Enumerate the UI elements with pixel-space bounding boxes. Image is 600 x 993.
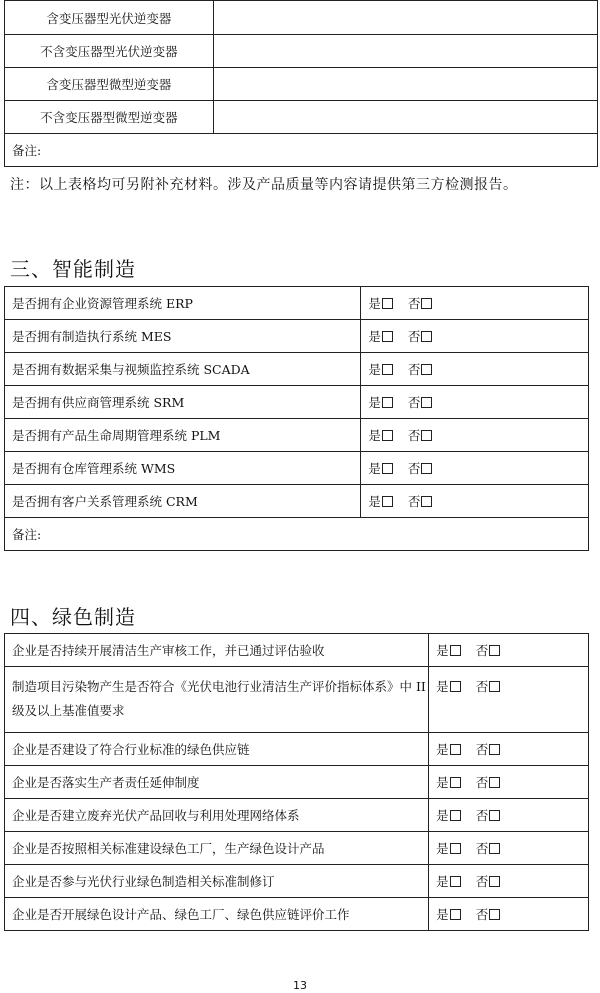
yes-checkbox[interactable] bbox=[450, 777, 461, 788]
option-yes-label: 是 bbox=[436, 775, 449, 790]
option-no-label: 否 bbox=[407, 461, 421, 476]
yes-checkbox[interactable] bbox=[450, 909, 461, 920]
no-checkbox[interactable] bbox=[421, 331, 432, 342]
yes-checkbox[interactable] bbox=[382, 298, 393, 309]
yes-no-options bbox=[361, 386, 589, 419]
question-cell: 企业是否按照相关标准建设绿色工厂，生产绿色设计产品 bbox=[5, 832, 429, 865]
question-cell: 制造项目污染物产生是否符合《光伏电池行业清洁生产评价指标体系》中 II 级及以上基准值要求 bbox=[5, 667, 429, 733]
inverter-type-cell: 不含变压器型微型逆变器 bbox=[5, 101, 214, 134]
no-checkbox[interactable] bbox=[421, 430, 432, 441]
question-cell: 是否拥有供应商管理系统 SRM bbox=[5, 386, 361, 419]
question-cell: 是否拥有制造执行系统 MES bbox=[5, 320, 361, 353]
question-cell: 企业是否建设了符合行业标准的绿色供应链 bbox=[5, 733, 429, 766]
inverter-value-cell[interactable] bbox=[213, 1, 597, 35]
option-yes-label: 是 bbox=[368, 329, 381, 344]
yes-checkbox[interactable] bbox=[382, 496, 393, 507]
no-checkbox[interactable] bbox=[421, 364, 432, 375]
yes-no-options bbox=[361, 452, 589, 485]
question-cell: 企业是否持续开展清洁生产审核工作，并已通过评估验收 bbox=[5, 634, 429, 667]
option-yes-label: 是 bbox=[368, 494, 381, 509]
option-yes-label: 是 bbox=[436, 808, 449, 823]
question-cell: 企业是否落实生产者责任延伸制度 bbox=[5, 766, 429, 799]
no-checkbox[interactable] bbox=[489, 645, 500, 656]
table-row bbox=[5, 320, 589, 353]
option-no-label: 否 bbox=[475, 742, 489, 757]
no-checkbox[interactable] bbox=[421, 397, 432, 408]
table-row bbox=[5, 287, 589, 320]
smart-manufacturing-table bbox=[4, 286, 589, 551]
option-no-label: 否 bbox=[407, 329, 421, 344]
option-yes-label: 是 bbox=[368, 296, 381, 311]
option-no-label: 否 bbox=[407, 362, 421, 377]
option-no-label: 否 bbox=[407, 296, 421, 311]
no-checkbox[interactable] bbox=[489, 777, 500, 788]
table-row bbox=[5, 634, 589, 667]
yes-no-options bbox=[429, 634, 589, 667]
option-yes-label: 是 bbox=[436, 841, 449, 856]
yes-no-options bbox=[361, 320, 589, 353]
yes-no-options bbox=[429, 766, 589, 799]
inverter-value-cell[interactable] bbox=[213, 35, 597, 68]
question-cell: 是否拥有企业资源管理系统 ERP bbox=[5, 287, 361, 320]
option-no-label: 否 bbox=[407, 395, 421, 410]
option-no-label: 否 bbox=[475, 775, 489, 790]
table-row bbox=[5, 485, 589, 518]
inverter-type-cell: 含变压器型微型逆变器 bbox=[5, 68, 214, 101]
yes-checkbox[interactable] bbox=[382, 430, 393, 441]
table-row bbox=[5, 353, 589, 386]
no-checkbox[interactable] bbox=[421, 298, 432, 309]
option-yes-label: 是 bbox=[436, 874, 449, 889]
question-cell: 是否拥有仓库管理系统 WMS bbox=[5, 452, 361, 485]
option-yes-label: 是 bbox=[368, 395, 381, 410]
table-row bbox=[5, 733, 589, 766]
option-no-label: 否 bbox=[475, 874, 489, 889]
inverter-value-cell[interactable] bbox=[213, 101, 597, 134]
no-checkbox[interactable] bbox=[489, 810, 500, 821]
question-cell: 是否拥有数据采集与视频监控系统 SCADA bbox=[5, 353, 361, 386]
no-checkbox[interactable] bbox=[489, 681, 500, 692]
yes-no-options bbox=[429, 865, 589, 898]
inverter-type-cell: 含变压器型光伏逆变器 bbox=[5, 1, 214, 35]
option-no-label: 否 bbox=[475, 808, 489, 823]
option-yes-label: 是 bbox=[368, 362, 381, 377]
no-checkbox[interactable] bbox=[489, 909, 500, 920]
yes-checkbox[interactable] bbox=[382, 463, 393, 474]
inverter-type-cell: 不含变压器型光伏逆变器 bbox=[5, 35, 214, 68]
section-title-green-manufacturing: 四、绿色制造 bbox=[10, 605, 136, 629]
option-no-label: 否 bbox=[407, 494, 421, 509]
remark-cell[interactable]: 备注: bbox=[5, 518, 589, 551]
yes-no-options bbox=[429, 832, 589, 865]
option-yes-label: 是 bbox=[436, 643, 449, 658]
section-title-smart-manufacturing: 三、智能制造 bbox=[10, 257, 136, 281]
yes-checkbox[interactable] bbox=[382, 364, 393, 375]
option-no-label: 否 bbox=[407, 428, 421, 443]
yes-no-options bbox=[429, 667, 589, 733]
no-checkbox[interactable] bbox=[421, 463, 432, 474]
option-yes-label: 是 bbox=[436, 907, 449, 922]
table-row bbox=[5, 452, 589, 485]
yes-checkbox[interactable] bbox=[450, 843, 461, 854]
yes-no-options bbox=[361, 353, 589, 386]
option-yes-label: 是 bbox=[368, 428, 381, 443]
table-row bbox=[5, 386, 589, 419]
no-checkbox[interactable] bbox=[489, 876, 500, 887]
remark-cell[interactable]: 备注: bbox=[5, 134, 598, 167]
yes-no-options bbox=[429, 898, 589, 931]
table-row bbox=[5, 766, 589, 799]
question-cell: 企业是否建立废弃光伏产品回收与利用处理网络体系 bbox=[5, 799, 429, 832]
yes-checkbox[interactable] bbox=[450, 681, 461, 692]
table-row bbox=[5, 799, 589, 832]
question-cell: 企业是否开展绿色设计产品、绿色工厂、绿色供应链评价工作 bbox=[5, 898, 429, 931]
no-checkbox[interactable] bbox=[421, 496, 432, 507]
page-number: 13 bbox=[293, 979, 307, 992]
yes-no-options bbox=[361, 287, 589, 320]
yes-checkbox[interactable] bbox=[450, 810, 461, 821]
yes-no-options bbox=[361, 419, 589, 452]
option-yes-label: 是 bbox=[436, 679, 449, 694]
option-no-label: 否 bbox=[475, 643, 489, 658]
option-no-label: 否 bbox=[475, 679, 489, 694]
table-row bbox=[5, 865, 589, 898]
option-yes-label: 是 bbox=[436, 742, 449, 757]
option-no-label: 否 bbox=[475, 907, 489, 922]
table-row bbox=[5, 898, 589, 931]
yes-checkbox[interactable] bbox=[382, 397, 393, 408]
yes-no-options bbox=[429, 733, 589, 766]
yes-no-options bbox=[429, 799, 589, 832]
note-text: 注：以上表格均可另附补充材料。涉及产品质量等内容请提供第三方检测报告。 bbox=[10, 177, 518, 193]
no-checkbox[interactable] bbox=[489, 843, 500, 854]
table-row bbox=[5, 419, 589, 452]
yes-no-options bbox=[361, 485, 589, 518]
yes-checkbox[interactable] bbox=[450, 744, 461, 755]
question-cell: 是否拥有产品生命周期管理系统 PLM bbox=[5, 419, 361, 452]
table-row bbox=[5, 667, 589, 733]
yes-checkbox[interactable] bbox=[450, 645, 461, 656]
no-checkbox[interactable] bbox=[489, 744, 500, 755]
green-manufacturing-table bbox=[4, 633, 589, 931]
question-cell: 是否拥有客户关系管理系统 CRM bbox=[5, 485, 361, 518]
yes-checkbox[interactable] bbox=[450, 876, 461, 887]
inverter-value-cell[interactable] bbox=[213, 68, 597, 101]
table-row bbox=[5, 832, 589, 865]
yes-checkbox[interactable] bbox=[382, 331, 393, 342]
option-yes-label: 是 bbox=[368, 461, 381, 476]
question-cell: 企业是否参与光伏行业绿色制造相关标准制修订 bbox=[5, 865, 429, 898]
inverter-table bbox=[4, 0, 598, 167]
option-no-label: 否 bbox=[475, 841, 489, 856]
